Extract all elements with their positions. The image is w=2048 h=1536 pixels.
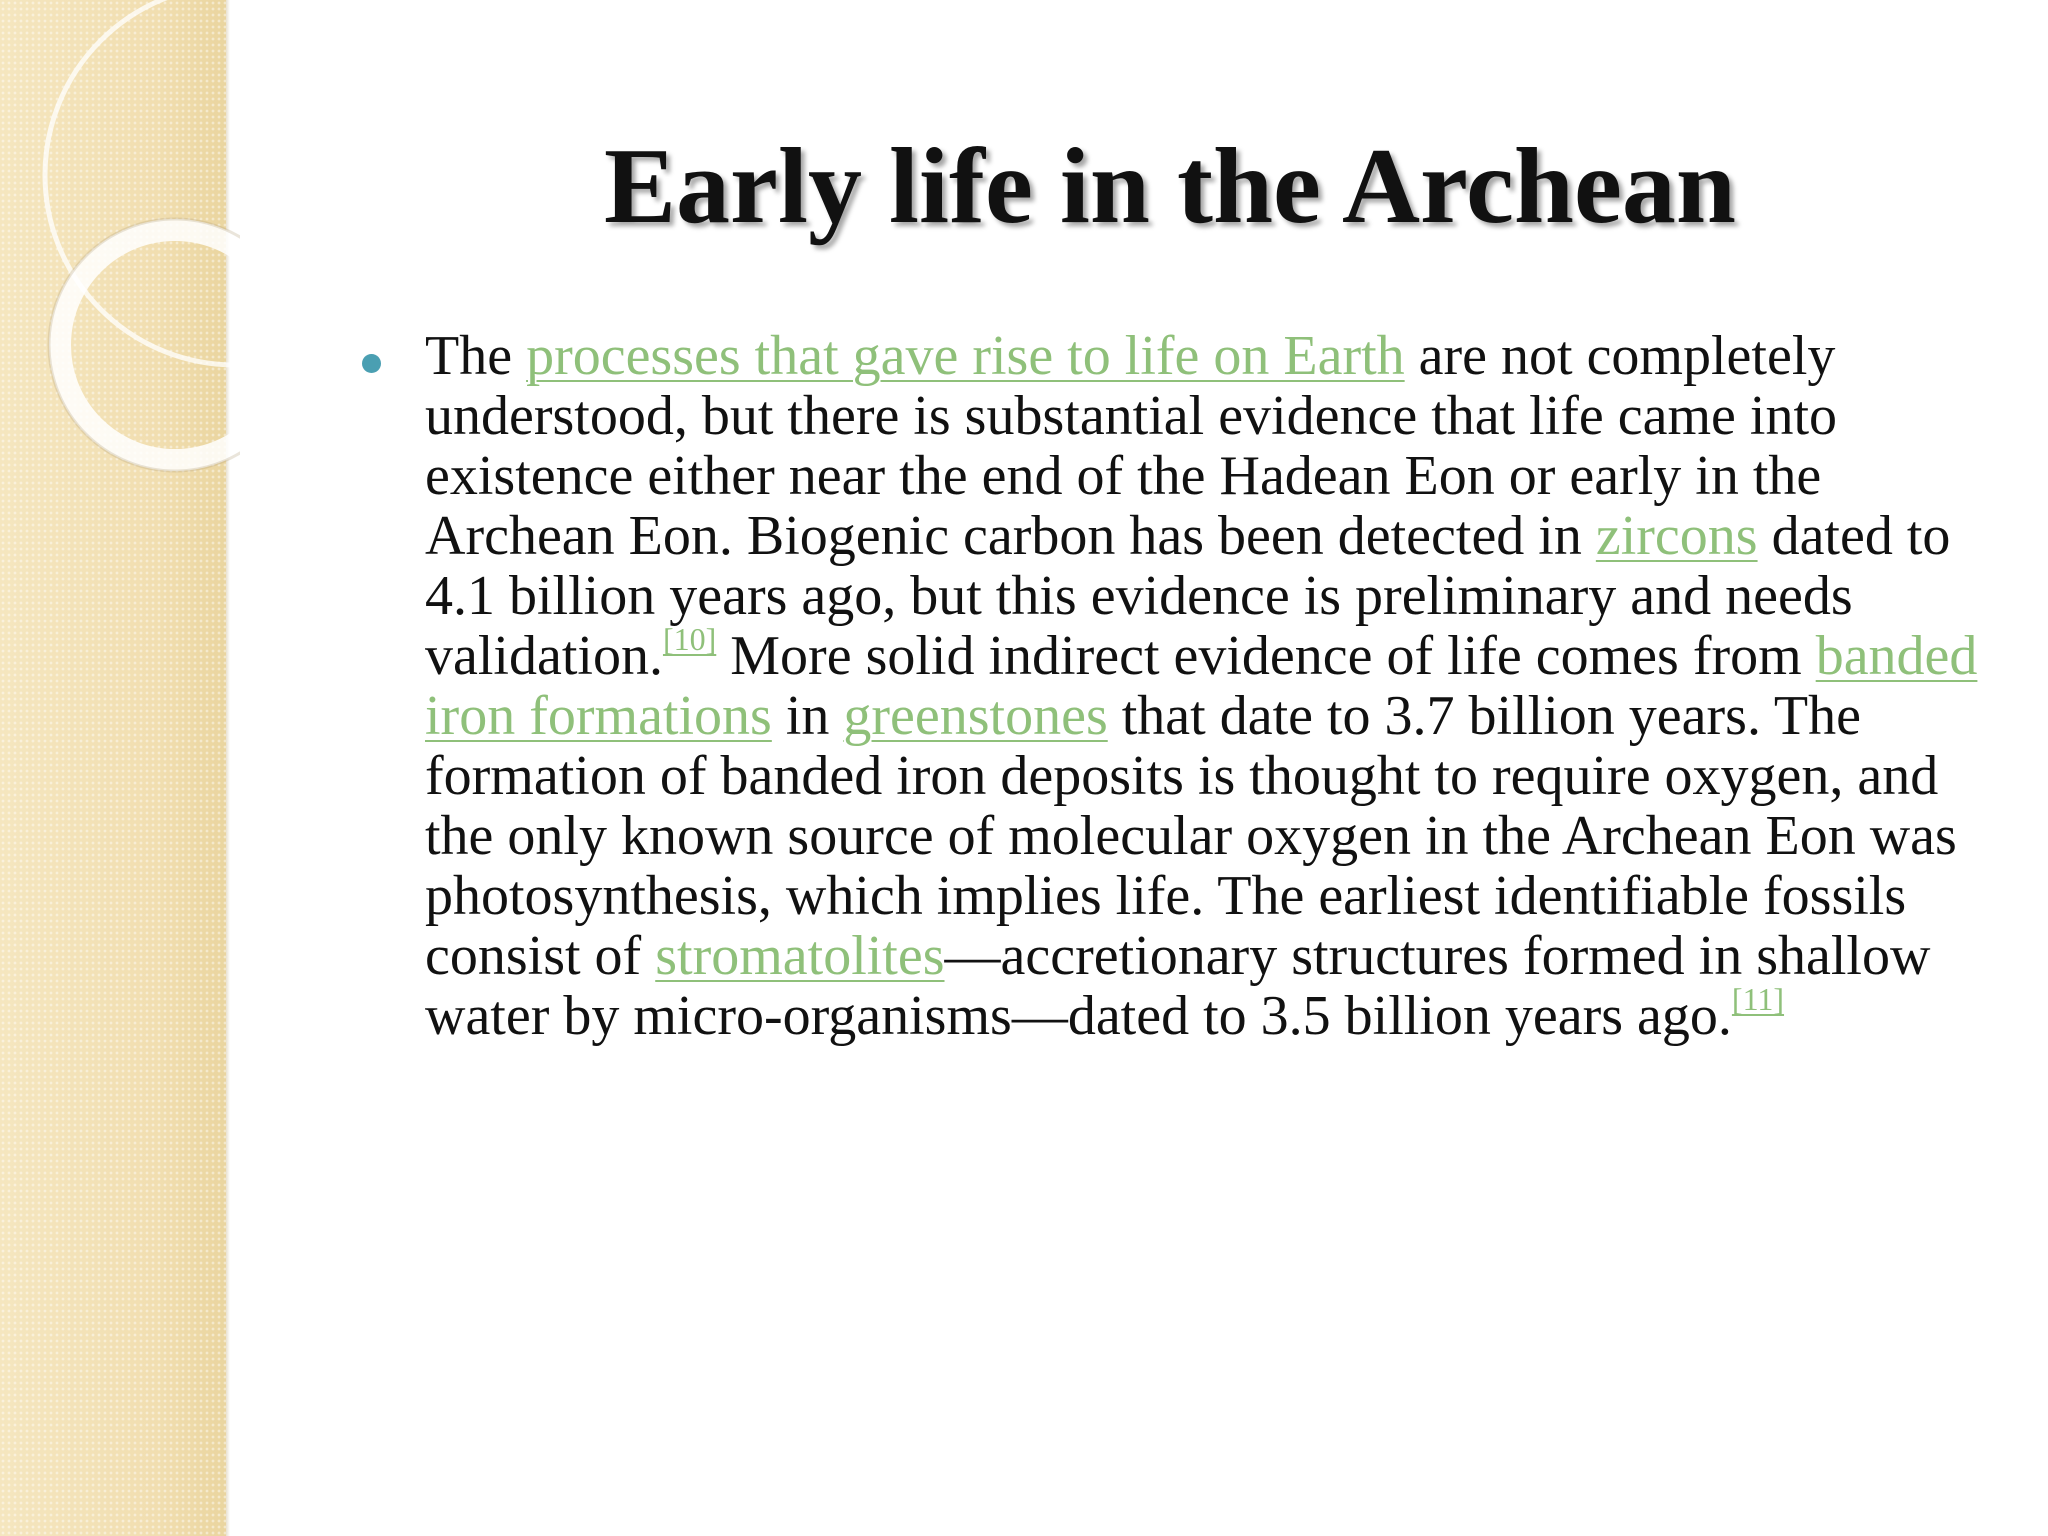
decorative-side-band bbox=[0, 0, 226, 1536]
link-banded-iron-formations[interactable]: banded iron formations bbox=[425, 625, 1978, 747]
bullet-paragraph bbox=[425, 326, 2005, 1046]
citation bbox=[663, 621, 716, 657]
slide-title: Early life in the Archean bbox=[604, 127, 1736, 246]
side-band-edge bbox=[226, 0, 230, 1536]
paragraph-text: dated to 4.1 billion years ago, but this evidence is preliminary and needs validation. bbox=[425, 505, 1951, 687]
link-greenstones[interactable]: greenstones bbox=[843, 685, 1108, 747]
link-zircons[interactable]: zircons bbox=[1595, 505, 1758, 567]
paragraph-text: in bbox=[771, 685, 844, 747]
citation-link-11[interactable]: [11] bbox=[1731, 981, 1785, 1017]
citation-link-10[interactable]: [10] bbox=[662, 621, 717, 657]
citation bbox=[1732, 981, 1784, 1017]
paragraph-text: —accretionary structures formed in shallow water by micro-organisms—dated to 3.5 billion years ago. bbox=[425, 925, 1931, 1047]
paragraph-text: that date to 3.7 billion years. The formation of banded iron deposits is thought to require oxygen, and the only known source of molecular oxygen in the Archean Eon was photosynthesis, which implies life. The earliest identifiable fossils consist of bbox=[425, 685, 1957, 987]
paragraph-text: More solid indirect evidence of life comes from bbox=[716, 625, 1816, 687]
link-stromatolites[interactable]: stromatolites bbox=[655, 925, 945, 987]
paragraph-text: The bbox=[425, 325, 527, 387]
bullet-dot-icon bbox=[362, 354, 381, 373]
paragraph-text: are not completely understood, but there is substantial evidence that life came into existence either near the end of the Hadean Eon or early in the Archean Eon. Biogenic carbon has been detected in bbox=[425, 325, 1838, 567]
link-origin-of-life[interactable]: processes that gave rise to life on Earth bbox=[526, 325, 1405, 387]
